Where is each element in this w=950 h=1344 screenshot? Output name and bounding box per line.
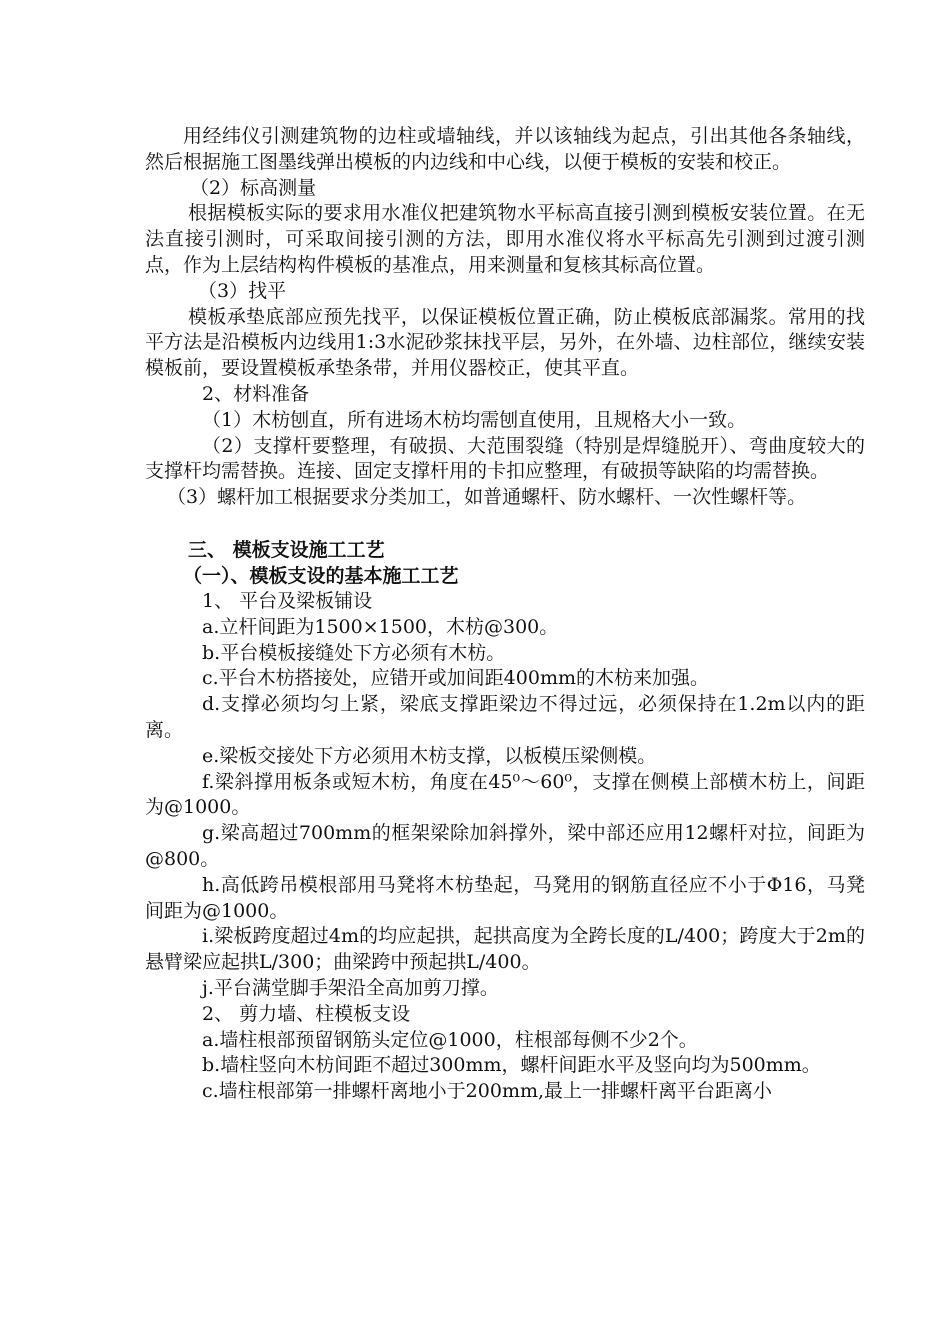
- paragraph-leveling-method: 模板承垫底部应预先找平，以保证模板位置正确，防止模板底部漏浆。常用的找平方法是沿模板内边线用1:3水泥砂浆抹找平层，另外，在外墙、边柱部位，继续安装模板前，要设置模板承垫条带，并用仪器校正，使其平直。: [145, 305, 865, 380]
- paragraph-material-3: （3）螺杆加工根据要求分类加工，如普通螺杆、防水螺杆、一次性螺杆等。: [167, 486, 807, 509]
- item-j-scissor-brace: j.平台满堂脚手架沿全高加剪刀撑。: [202, 976, 499, 999]
- item-d-support-tighten: d.支撑必须均匀上紧，梁底支撑距梁边不得过远，必须保持在1.2m以内的距离。: [145, 693, 865, 741]
- item-b-timber-spacing: b.墙柱竖向木枋间距不超过300mm，螺杆间距水平及竖向均为500mm。: [202, 1054, 821, 1077]
- paragraph-elevation-method: 根据模板实际的要求用水准仪把建筑物水平标高直接引测到模板安装位置。在无法直接引测时，可采取间接引测的方法，即用水准仪将水平标高先引测到过渡引测点，作为上层结构构件模板的基准点，用来测量和复核其标高位置。: [145, 202, 865, 276]
- item-a-rebar-positioning: a.墙柱根部预留钢筋头定位@1000，柱根部每侧不少2个。: [202, 1028, 698, 1051]
- subheading-platform-beam: 1、 平台及梁板铺设: [202, 589, 373, 612]
- item-g-deep-beam: g.梁高超过700mm的框架梁除加斜撑外，梁中部还应用12螺杆对拉，间距为@800。: [145, 822, 865, 870]
- item-c-bolt-rows: c.墙柱根部第一排螺杆离地小于200mm,最上一排螺杆离平台距离小: [202, 1080, 773, 1103]
- item-i-camber: i.梁板跨度超过4m的均应起拱，起拱高度为全跨长度的L/400；跨度大于2m的悬臂梁应起拱L/300；曲梁跨中预起拱L/400。: [145, 925, 865, 974]
- paragraph-material-1: （1）木枋刨直，所有进场木枋均需刨直使用，且规格大小一致。: [202, 408, 747, 431]
- paragraph-axis-survey: 用经纬仪引测建筑物的边柱或墙轴线，并以该轴线为起点，引出其他各条轴线，然后根据施工图墨线弹出模板的内边线和中心线，以便于模板的安装和校正。: [145, 125, 865, 173]
- subheading-elevation-survey: （2）标高测量: [190, 176, 317, 199]
- item-f-diagonal-brace: f.梁斜撑用板条或短木枋，角度在45⁰～60⁰，支撑在侧模上部横木枋上，间距为@1000。: [145, 770, 865, 819]
- item-a-pole-spacing: a.立杆间距为1500×1500，木枋@300。: [202, 615, 559, 638]
- subheading-wall-column: 2、 剪力墙、柱模板支设: [202, 1002, 411, 1025]
- paragraph-material-2: （2）支撑杆要整理，有破损、大范围裂缝（特别是焊缝脱开）、弯曲度较大的支撑杆均需替换。连接、固定支撑杆用的卡扣应整理，有破损等缺陷的均需替换。: [145, 434, 865, 483]
- item-h-hanging-formwork: h.高低跨吊模根部用马凳将木枋垫起，马凳用的钢筋直径应不小于Φ16，马凳间距为@1000。: [145, 873, 865, 922]
- section-heading-3-1: （一）、模板支设的基本施工工艺: [183, 564, 459, 587]
- item-b-joint-support: b.平台模板接缝处下方必须有木枋。: [202, 641, 506, 664]
- item-c-lap-joint: c.平台木枋搭接处，应错开或加间距400mm的木枋来加强。: [202, 667, 709, 690]
- section-heading-3: 三、 模板支设施工工艺: [188, 538, 385, 561]
- subheading-leveling: （3）找平: [198, 279, 287, 302]
- document-page: [145, 124, 865, 1105]
- item-e-beam-slab-junction: e.梁板交接处下方必须用木枋支撑，以板模压梁侧模。: [202, 744, 657, 767]
- section-gap: [145, 511, 865, 537]
- subheading-material-prep: 2、材料准备: [202, 382, 310, 405]
